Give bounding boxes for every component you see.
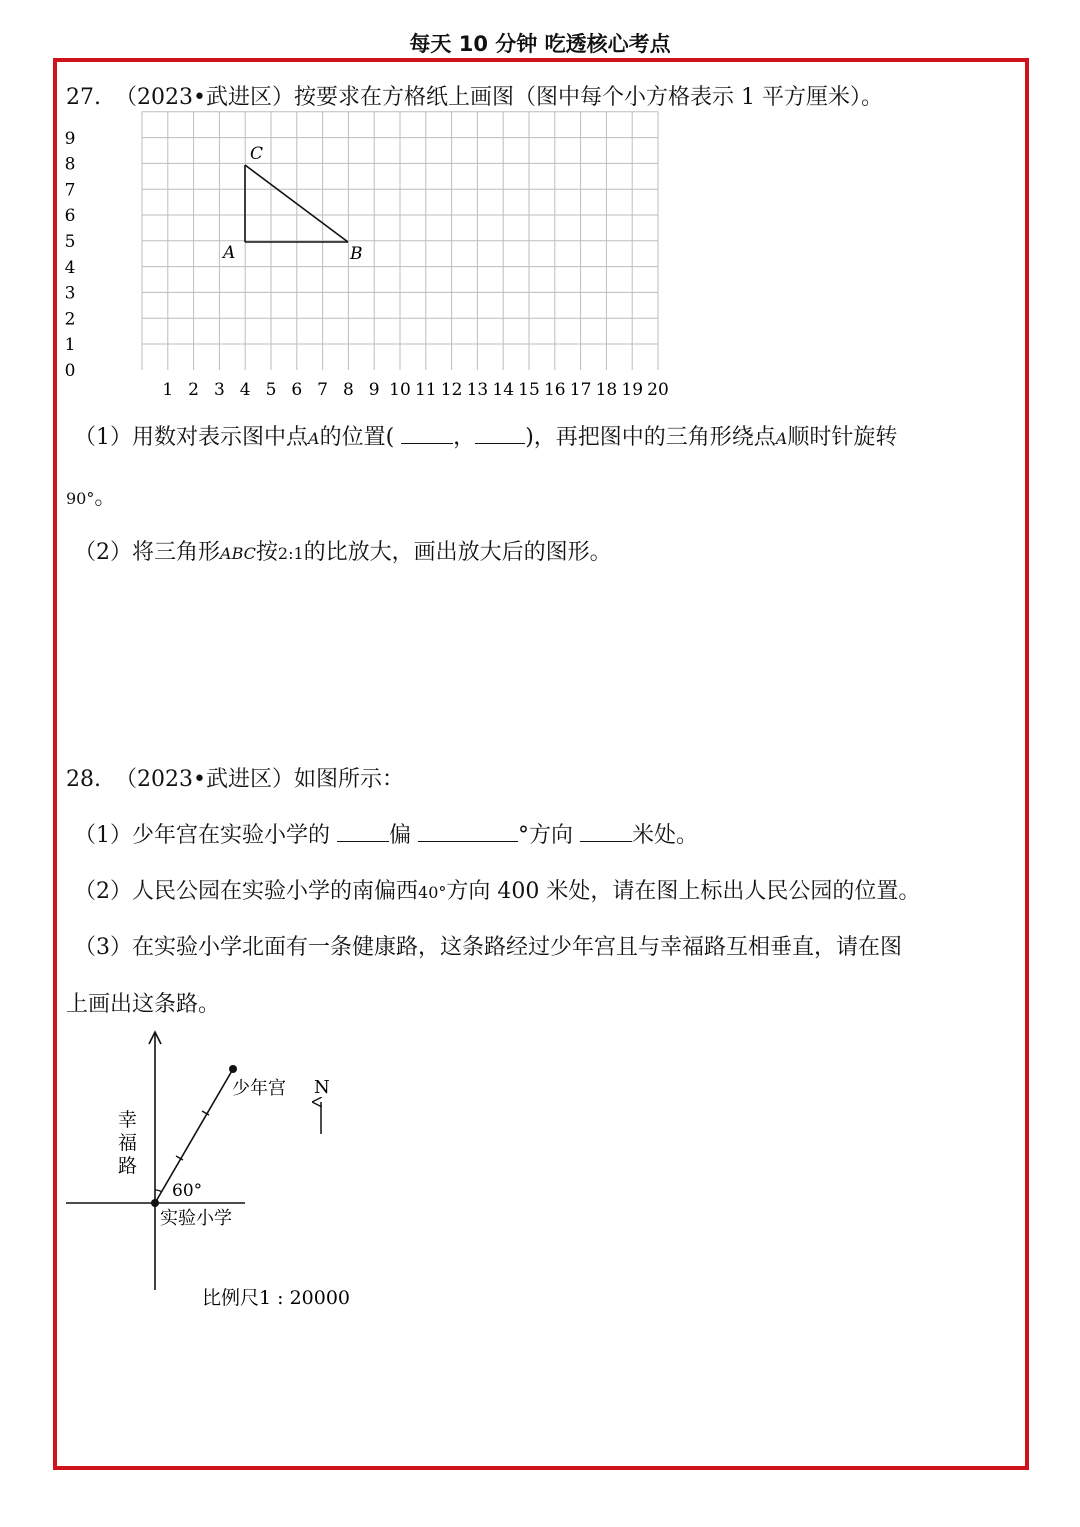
coordinate-grid bbox=[55, 125, 669, 400]
q28-part3-cont bbox=[66, 987, 220, 1018]
x-tick-label: 13 bbox=[466, 380, 489, 400]
q27-part2 bbox=[74, 535, 612, 566]
point-label-b: B bbox=[350, 244, 363, 264]
x-tick-label: 6 bbox=[291, 380, 303, 400]
q27-number: 27. bbox=[66, 85, 101, 110]
q27-part2-triangle: ABC bbox=[220, 544, 256, 563]
q28-part1-deg: °方向 bbox=[518, 823, 574, 848]
x-tick-label: 3 bbox=[213, 380, 225, 400]
q27-part1-text-c: ，再把图中的三角形绕点 bbox=[533, 425, 776, 450]
x-tick-label: 9 bbox=[368, 380, 380, 400]
north-label: N bbox=[314, 1077, 330, 1098]
road-char-3: 路 bbox=[118, 1155, 138, 1177]
x-tick-label: 20 bbox=[647, 380, 669, 400]
q28-part2 bbox=[74, 874, 920, 905]
x-tick-label: 4 bbox=[239, 380, 251, 400]
q28-part3-label: （3） bbox=[74, 935, 132, 960]
q28-part3-line1: 在实验小学北面有一条健康路，这条路经过少年宫且与幸福路互相垂直，请在图 bbox=[132, 935, 903, 960]
q27-part1-point: A bbox=[308, 429, 320, 448]
angle-arc bbox=[155, 1190, 162, 1192]
q28-answer-blank-distance[interactable] bbox=[580, 823, 632, 842]
q27-title-text: （2023•武进区）按要求在方格纸上画图（图中每个小方格表示 1 平方厘米）。 bbox=[115, 85, 883, 110]
q27-part2-ratio: 2:1 bbox=[277, 544, 304, 563]
q28-part1-text-a: 少年宫在实验小学的 bbox=[132, 823, 331, 848]
school-dot bbox=[151, 1199, 159, 1207]
x-tick-label: 19 bbox=[621, 380, 644, 400]
x-tick-label: 10 bbox=[389, 380, 411, 400]
x-tick-label: 8 bbox=[342, 380, 354, 400]
x-tick-label: 11 bbox=[414, 380, 437, 400]
q27-answer-blank-y[interactable] bbox=[475, 425, 525, 444]
q27-part1-close: ) bbox=[525, 425, 534, 450]
y-tick-label: 7 bbox=[64, 180, 76, 201]
y-tick-label: 0 bbox=[64, 361, 76, 381]
q28-part1 bbox=[74, 818, 698, 849]
q27-part2-text-c: 的比放大，画出放大后的图形。 bbox=[303, 540, 612, 565]
y-tick-label: 3 bbox=[64, 283, 76, 304]
q28-answer-blank-direction[interactable] bbox=[337, 823, 389, 842]
page-header: 每天 10 分钟 吃透核心考点 bbox=[409, 32, 671, 56]
q27-part1 bbox=[74, 420, 897, 451]
q27-part1-angle: 90° bbox=[66, 489, 95, 508]
q27-part1-cont bbox=[66, 480, 116, 511]
x-tick-label: 14 bbox=[492, 380, 515, 400]
point-label-c: C bbox=[250, 144, 264, 164]
x-tick-label: 16 bbox=[543, 380, 566, 400]
direction-map bbox=[60, 1030, 360, 1320]
x-tick-label: 2 bbox=[188, 380, 200, 400]
y-tick-label: 6 bbox=[64, 206, 76, 227]
q28-title bbox=[66, 762, 404, 793]
scale-label: 比例尺1 : 20000 bbox=[202, 1287, 351, 1309]
road-char-1: 幸 bbox=[118, 1109, 138, 1131]
q27-part1-text-b: 的位置( bbox=[319, 425, 395, 450]
q28-part1-pian: 偏 bbox=[389, 823, 412, 848]
y-tick-label: 4 bbox=[64, 257, 76, 278]
q27-part1-comma: ， bbox=[453, 425, 476, 450]
q28-answer-blank-angle[interactable] bbox=[418, 823, 518, 842]
x-tick-label: 18 bbox=[595, 380, 618, 400]
q28-part3-line2: 上画出这条路。 bbox=[66, 992, 221, 1017]
x-tick-label: 15 bbox=[518, 380, 540, 400]
x-tick-label: 12 bbox=[440, 380, 463, 400]
q28-title-text: （2023•武进区）如图所示： bbox=[115, 767, 404, 792]
q28-part1-mi: 米处。 bbox=[632, 823, 699, 848]
q27-part1-text-a: 用数对表示图中点 bbox=[132, 425, 309, 450]
palace-dot bbox=[229, 1065, 237, 1073]
q28-part2-text-a: 人民公园在实验小学的南偏西 bbox=[132, 879, 419, 904]
y-axis-ticks bbox=[65, 129, 76, 381]
y-tick-label: 9 bbox=[64, 128, 76, 149]
q27-title bbox=[66, 80, 883, 111]
q27-part2-label: （2） bbox=[74, 540, 132, 565]
point-label-a: A bbox=[223, 243, 236, 263]
y-tick-label: 5 bbox=[64, 232, 76, 252]
q27-part1-end: 。 bbox=[94, 485, 117, 510]
x-tick-label: 7 bbox=[317, 380, 329, 400]
angle-label: 60° bbox=[172, 1181, 203, 1201]
q28-number: 28. bbox=[66, 767, 101, 792]
x-axis-ticks bbox=[162, 380, 668, 400]
road-char-2: 福 bbox=[118, 1132, 138, 1154]
q27-part2-text-b: 按 bbox=[255, 540, 278, 565]
palace-label: 少年宫 bbox=[232, 1078, 286, 1099]
grid-lines bbox=[142, 112, 658, 370]
x-tick-label: 5 bbox=[265, 380, 277, 400]
q28-part1-label: （1） bbox=[74, 823, 132, 848]
q27-part1-label: （1） bbox=[74, 425, 132, 450]
q28-part2-angle: 40° bbox=[418, 883, 447, 902]
school-label: 实验小学 bbox=[160, 1208, 232, 1229]
q27-answer-blank-x[interactable] bbox=[401, 425, 453, 444]
x-tick-label: 1 bbox=[162, 380, 174, 400]
q27-part2-text-a: 将三角形 bbox=[132, 540, 221, 565]
q28-part2-label: （2） bbox=[74, 879, 132, 904]
q27-part1-text-d: 顺时针旋转 bbox=[787, 425, 898, 450]
y-tick-label: 2 bbox=[64, 309, 76, 330]
y-tick-label: 8 bbox=[64, 154, 76, 175]
y-tick-label: 1 bbox=[64, 335, 76, 356]
x-tick-label: 17 bbox=[569, 380, 592, 400]
q27-part1-point-2: A bbox=[775, 429, 788, 448]
q28-part3 bbox=[74, 930, 902, 961]
q28-part2-text-b: 方向 400 米处，请在图上标出人民公园的位置。 bbox=[446, 879, 921, 904]
